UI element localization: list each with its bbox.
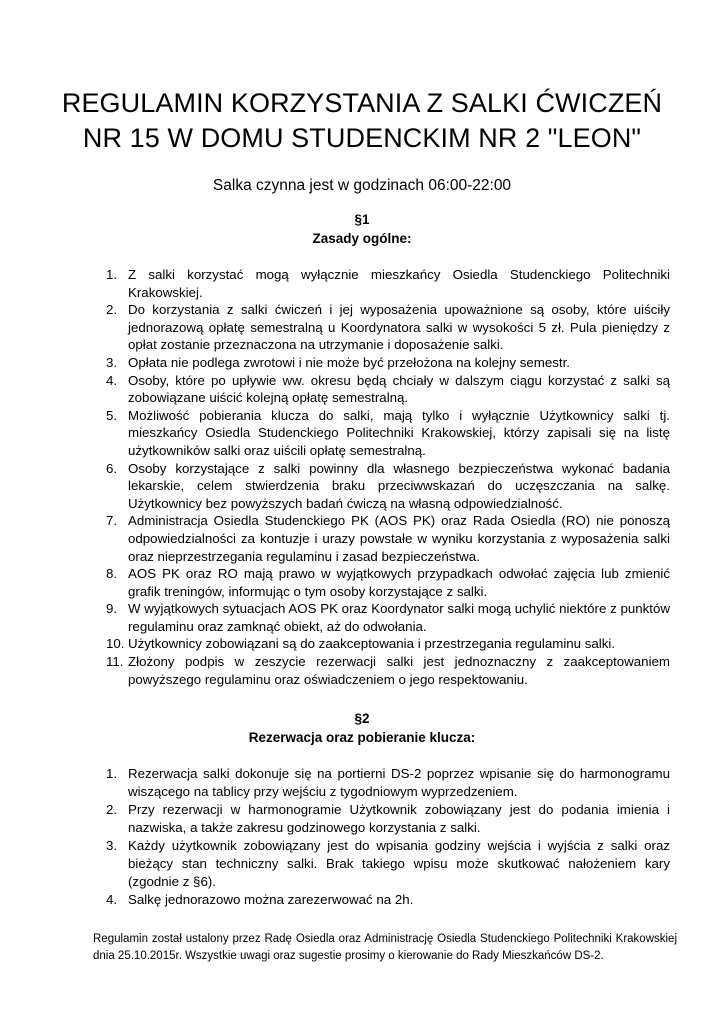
item-text: AOS PK oraz RO mają prawo w wyjątkowych przypadkach odwołać zajęcia lub zmienić grafik treningów, informując o tym osoby korzystające z salki. [128, 566, 670, 599]
title-line-1: REGULAMIN KORZYSTANIA Z SALKI ĆWICZEŃ [61, 88, 663, 118]
list-item [106, 765, 670, 800]
section-2-rules-list [106, 765, 670, 910]
item-number: 4. [106, 372, 118, 388]
opening-hours: Salka czynna jest w godzinach 06:00-22:00 [212, 177, 512, 194]
list-item [106, 354, 670, 372]
item-text: Rezerwacja salki dokonuje się na portierni DS-2 poprzez wpisanie się do harmonogramu wiszącego na tablicy przy wejściu z tygodniowym wyprzedzeniem. [128, 766, 670, 799]
item-text: Opłata nie podlega zwrotowi i nie może być przełożona na kolejny semestr. [128, 354, 570, 370]
item-number: 3. [106, 838, 118, 854]
list-item [106, 372, 670, 407]
item-text: Administracja Osiedla Studenckiego PK (AOS PK) oraz Rada Osiedla (RO) nie ponoszą odpowiedzialności za kontuzje i urazy powstałe w wyniku korzystania z wyposażenia salki oraz nieprzestrzegania regulaminu i zasad bezpieczeństwa. [128, 513, 670, 564]
list-item [106, 460, 670, 513]
item-number: 1. [106, 766, 118, 781]
footer-note: Regulamin został ustalony przez Radę Osiedla oraz Administrację Osiedla Studenckiego Politechniki Krakowskiej dnia 25.10.2015r. Wszystkie uwagi oraz sugestie prosimy o kierowanie do Rady Mieszkańców DS-2. [93, 933, 677, 962]
item-number: 10. [106, 636, 125, 652]
item-number: 3. [106, 354, 118, 370]
item-number: 1. [106, 267, 118, 282]
section-1-title: Zasady ogólne: [312, 231, 412, 246]
list-item [106, 266, 670, 301]
item-text: Do korzystania z salki ćwiczeń i jej wyposażenia upoważnione są osoby, które uiściły jednorazową opłatę semestralną u Koordynatora salki w wysokości 5 zł. Pula pieniędzy z opłat zostanie przeznaczona na utrzymanie i doposażenie salki. [128, 302, 670, 353]
section-2-mark: §2 [354, 711, 370, 726]
list-item [106, 635, 670, 653]
item-number: 9. [106, 601, 118, 617]
item-number: 5. [106, 407, 118, 423]
section-1-mark: §1 [354, 212, 370, 227]
list-item [106, 301, 670, 354]
list-item [106, 891, 670, 909]
list-item [106, 837, 670, 890]
item-number: 2. [106, 302, 118, 318]
item-text: Każdy użytkownik zobowiązany jest do wpisania godziny wejścia i wyjścia z salki oraz bieżący stan techniczny salki. Brak takiego wpisu może skutkować nałożeniem kary (zgodnie z §6). [128, 838, 670, 889]
item-text: Przy rezerwacji w harmonogramie Użytkownik zobowiązany jest do podania imienia i nazwiska, a także zakresu godzinowego korzystania z salki. [128, 802, 670, 835]
item-text: Złożony podpis w zeszycie rezerwacji salki jest jednoznaczny z zaakceptowaniem powyższego regulaminu oraz oświadczeniem o jego respektowaniu. [128, 654, 670, 687]
section-2-heading [60, 709, 664, 747]
item-number: 4. [106, 892, 118, 908]
document-title [60, 86, 664, 156]
item-number: 2. [106, 802, 118, 818]
section-2-title: Rezerwacja oraz pobieranie klucza: [248, 730, 476, 745]
list-item [106, 512, 670, 565]
list-item [106, 407, 670, 460]
section-1-heading [60, 210, 664, 248]
item-text: W wyjątkowych sytuacjach AOS PK oraz Koordynator salki mogą uchylić niektóre z punktów regulaminu oraz zamknąć obiekt, aż do odwołania. [128, 601, 670, 634]
list-item [106, 801, 670, 836]
item-text: Osoby korzystające z salki powinny dla własnego bezpieczeństwa wykonać badania lekarskie, celem stwierdzenia braku przeciwwskazań do uczęszczania na salkę. Użytkownicy bez powyższych badań ćwiczą na własną odpowiedzialność. [128, 460, 670, 511]
item-number: 11. [106, 654, 124, 670]
list-item [106, 600, 670, 635]
item-number: 8. [106, 566, 118, 582]
section-1-rules-list [106, 266, 670, 688]
title-line-2: NR 15 W DOMU STUDENCKIM NR 2 "LEON" [82, 123, 642, 153]
item-number: 7. [106, 513, 118, 529]
item-text: Salkę jednorazowo można zarezerwować na 2h. [128, 892, 414, 908]
item-text: Możliwość pobierania klucza do salki, mają tylko i wyłącznie Użytkownicy salki tj. mieszkańcy Osiedla Studenckiego Politechniki Krakowskiej, którzy zapisali się na listę użytkowników salki oraz uiścili opłatę semestralną. [128, 407, 670, 458]
item-text: Użytkownicy zobowiązani są do zaakceptowania i przestrzegania regulaminu salki. [128, 636, 616, 652]
list-item [106, 653, 670, 688]
item-text: Z salki korzystać mogą wyłącznie mieszkańcy Osiedla Studenckiego Politechniki Krakowskiej. [128, 267, 670, 300]
item-number: 6. [106, 460, 118, 476]
list-item [106, 565, 670, 600]
item-text: Osoby, które po upływie ww. okresu będą chciały w dalszym ciągu korzystać z salki są zobowiązane uiścić kolejną opłatę semestralną. [128, 372, 670, 406]
